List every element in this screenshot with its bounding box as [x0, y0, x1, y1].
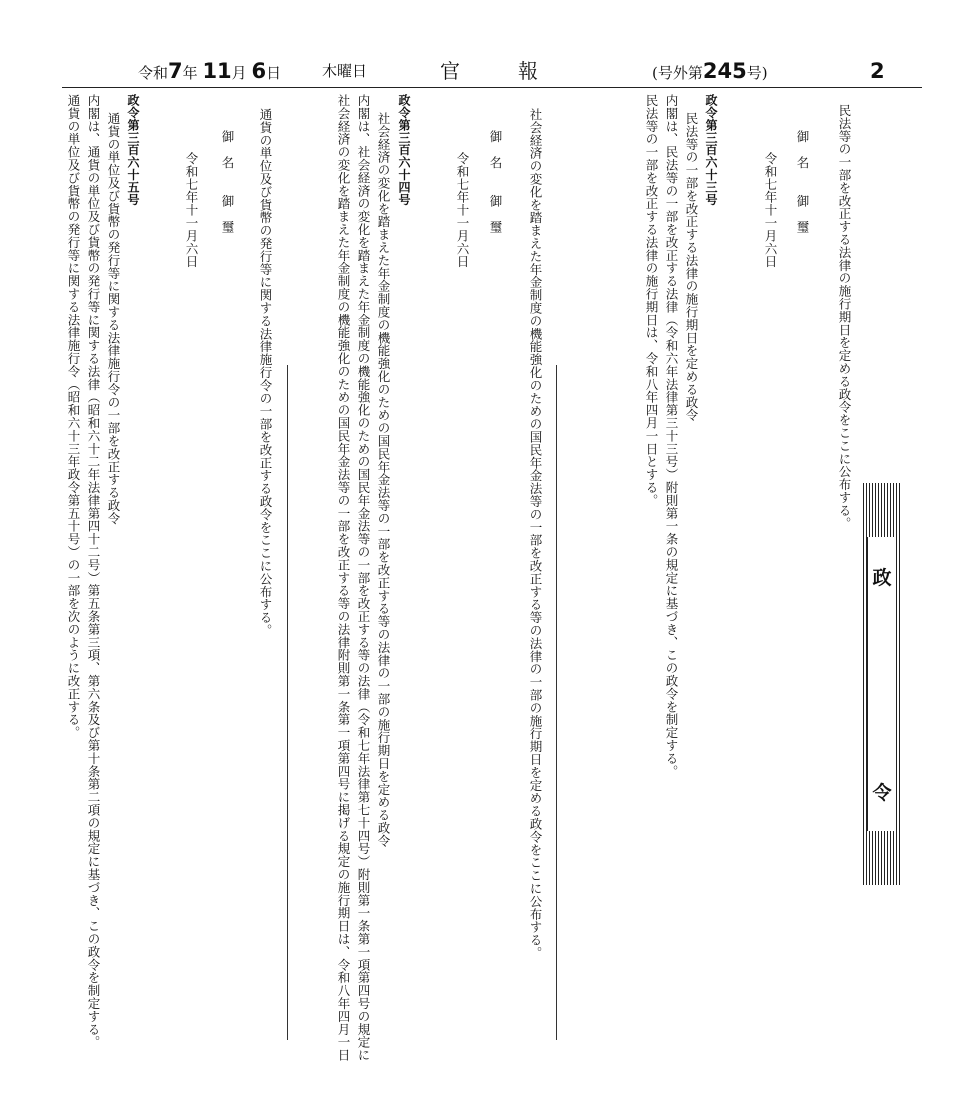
header-issue	[652, 58, 768, 86]
divider-1	[556, 365, 557, 1040]
ordinance-1-body-1: 内閣は、民法等の一部を改正する法律（令和六年法律第三十三号）附則第一条の規定に基づき、この政令を制定する。	[664, 94, 679, 778]
ordinance-3-signature: 御 名 御 璽	[220, 130, 235, 234]
ordinance-2-body-1: 内閣は、社会経済の変化を踏まえた年金制度の機能強化のための国民年金法等の一部を改正する等の法律（令和七年法律第七十四号）附則第一条第一項第四号の規定に	[356, 94, 371, 1062]
date-era: 令和	[138, 64, 169, 82]
ordinance-3-date: 令和七年十一月六日	[184, 152, 199, 269]
section-banner	[863, 483, 901, 885]
date-month: 11	[202, 59, 232, 83]
divider-2	[287, 365, 288, 1040]
ordinance-3-body-1: 内閣は、通貨の単位及び貨幣の発行等に関する法律（昭和六十二年法律第四十二号）第五条第三項、第六条及び第十条第二項の規定に基づき、この政令を制定する。	[86, 94, 101, 1049]
header-date	[138, 58, 281, 86]
issue-suffix: 号)	[746, 64, 768, 82]
ordinance-2-promulgation: 社会経済の変化を踏まえた年金制度の機能強化のための国民年金法等の一部を改正する等の法律の一部の施行期日を定める政令をここに公布する。	[528, 108, 543, 960]
ordinance-2-body-2: 社会経済の変化を踏まえた年金制度の機能強化のための国民年金法等の一部を改正する等の法律附則第一条第一項第四号に掲げる規定の施行期日は、令和八年四月一日	[336, 94, 351, 1062]
date-day: 6	[251, 59, 267, 83]
date-year: 7	[168, 59, 183, 83]
page-number: 2	[870, 59, 885, 83]
ordinance-1-signature: 御 名 御 璽	[795, 130, 810, 234]
ordinance-3-body-2: 通貨の単位及び貨幣の発行等に関する法律施行令（昭和六十三年政令第五十号）の一部を次のように改正する。	[66, 94, 81, 739]
ordinance-1-title: 民法等の一部を改正する法律の施行期日を定める政令	[684, 112, 699, 422]
date-year-unit: 年	[182, 64, 198, 82]
section-banner-inner	[867, 537, 897, 831]
ordinance-1-promulgation: 民法等の一部を改正する法律の施行期日を定める政令をここに公布する。	[837, 104, 852, 530]
ordinance-3-title: 通貨の単位及び貨幣の発行等に関する法律施行令の一部を改正する政令	[106, 112, 121, 525]
ordinance-2-number: 政令第三百六十四号	[397, 94, 411, 206]
ordinance-3-promulgation: 通貨の単位及び貨幣の発行等に関する法律施行令の一部を改正する政令をここに公布する。	[258, 108, 273, 637]
date-day-unit: 日	[266, 64, 282, 82]
ordinance-2-title: 社会経済の変化を踏まえた年金制度の機能強化のための国民年金法等の一部を改正する等の法律の一部の施行期日を定める政令	[376, 112, 391, 848]
ordinance-1-date: 令和七年十一月六日	[763, 152, 778, 269]
issue-number: 245	[702, 59, 747, 83]
ordinance-2-signature: 御 名 御 璽	[488, 130, 503, 234]
ordinance-3-number: 政令第三百六十五号	[126, 94, 140, 206]
section-banner-char-1: 政	[872, 567, 892, 589]
ordinance-1-body-2: 民法等の一部を改正する法律の施行期日は、令和八年四月一日とする。	[644, 94, 659, 507]
ordinance-1-number: 政令第三百六十三号	[704, 94, 718, 206]
header-rule	[62, 87, 922, 88]
header-title-2: 報	[518, 59, 538, 83]
issue-prefix: (号外第	[652, 64, 703, 82]
date-month-unit: 月	[231, 64, 247, 82]
header-weekday: 木曜日	[322, 62, 368, 80]
ordinance-2-date: 令和七年十一月六日	[455, 152, 470, 269]
header-title-1: 官	[440, 59, 460, 83]
section-banner-char-2: 令	[872, 782, 892, 804]
